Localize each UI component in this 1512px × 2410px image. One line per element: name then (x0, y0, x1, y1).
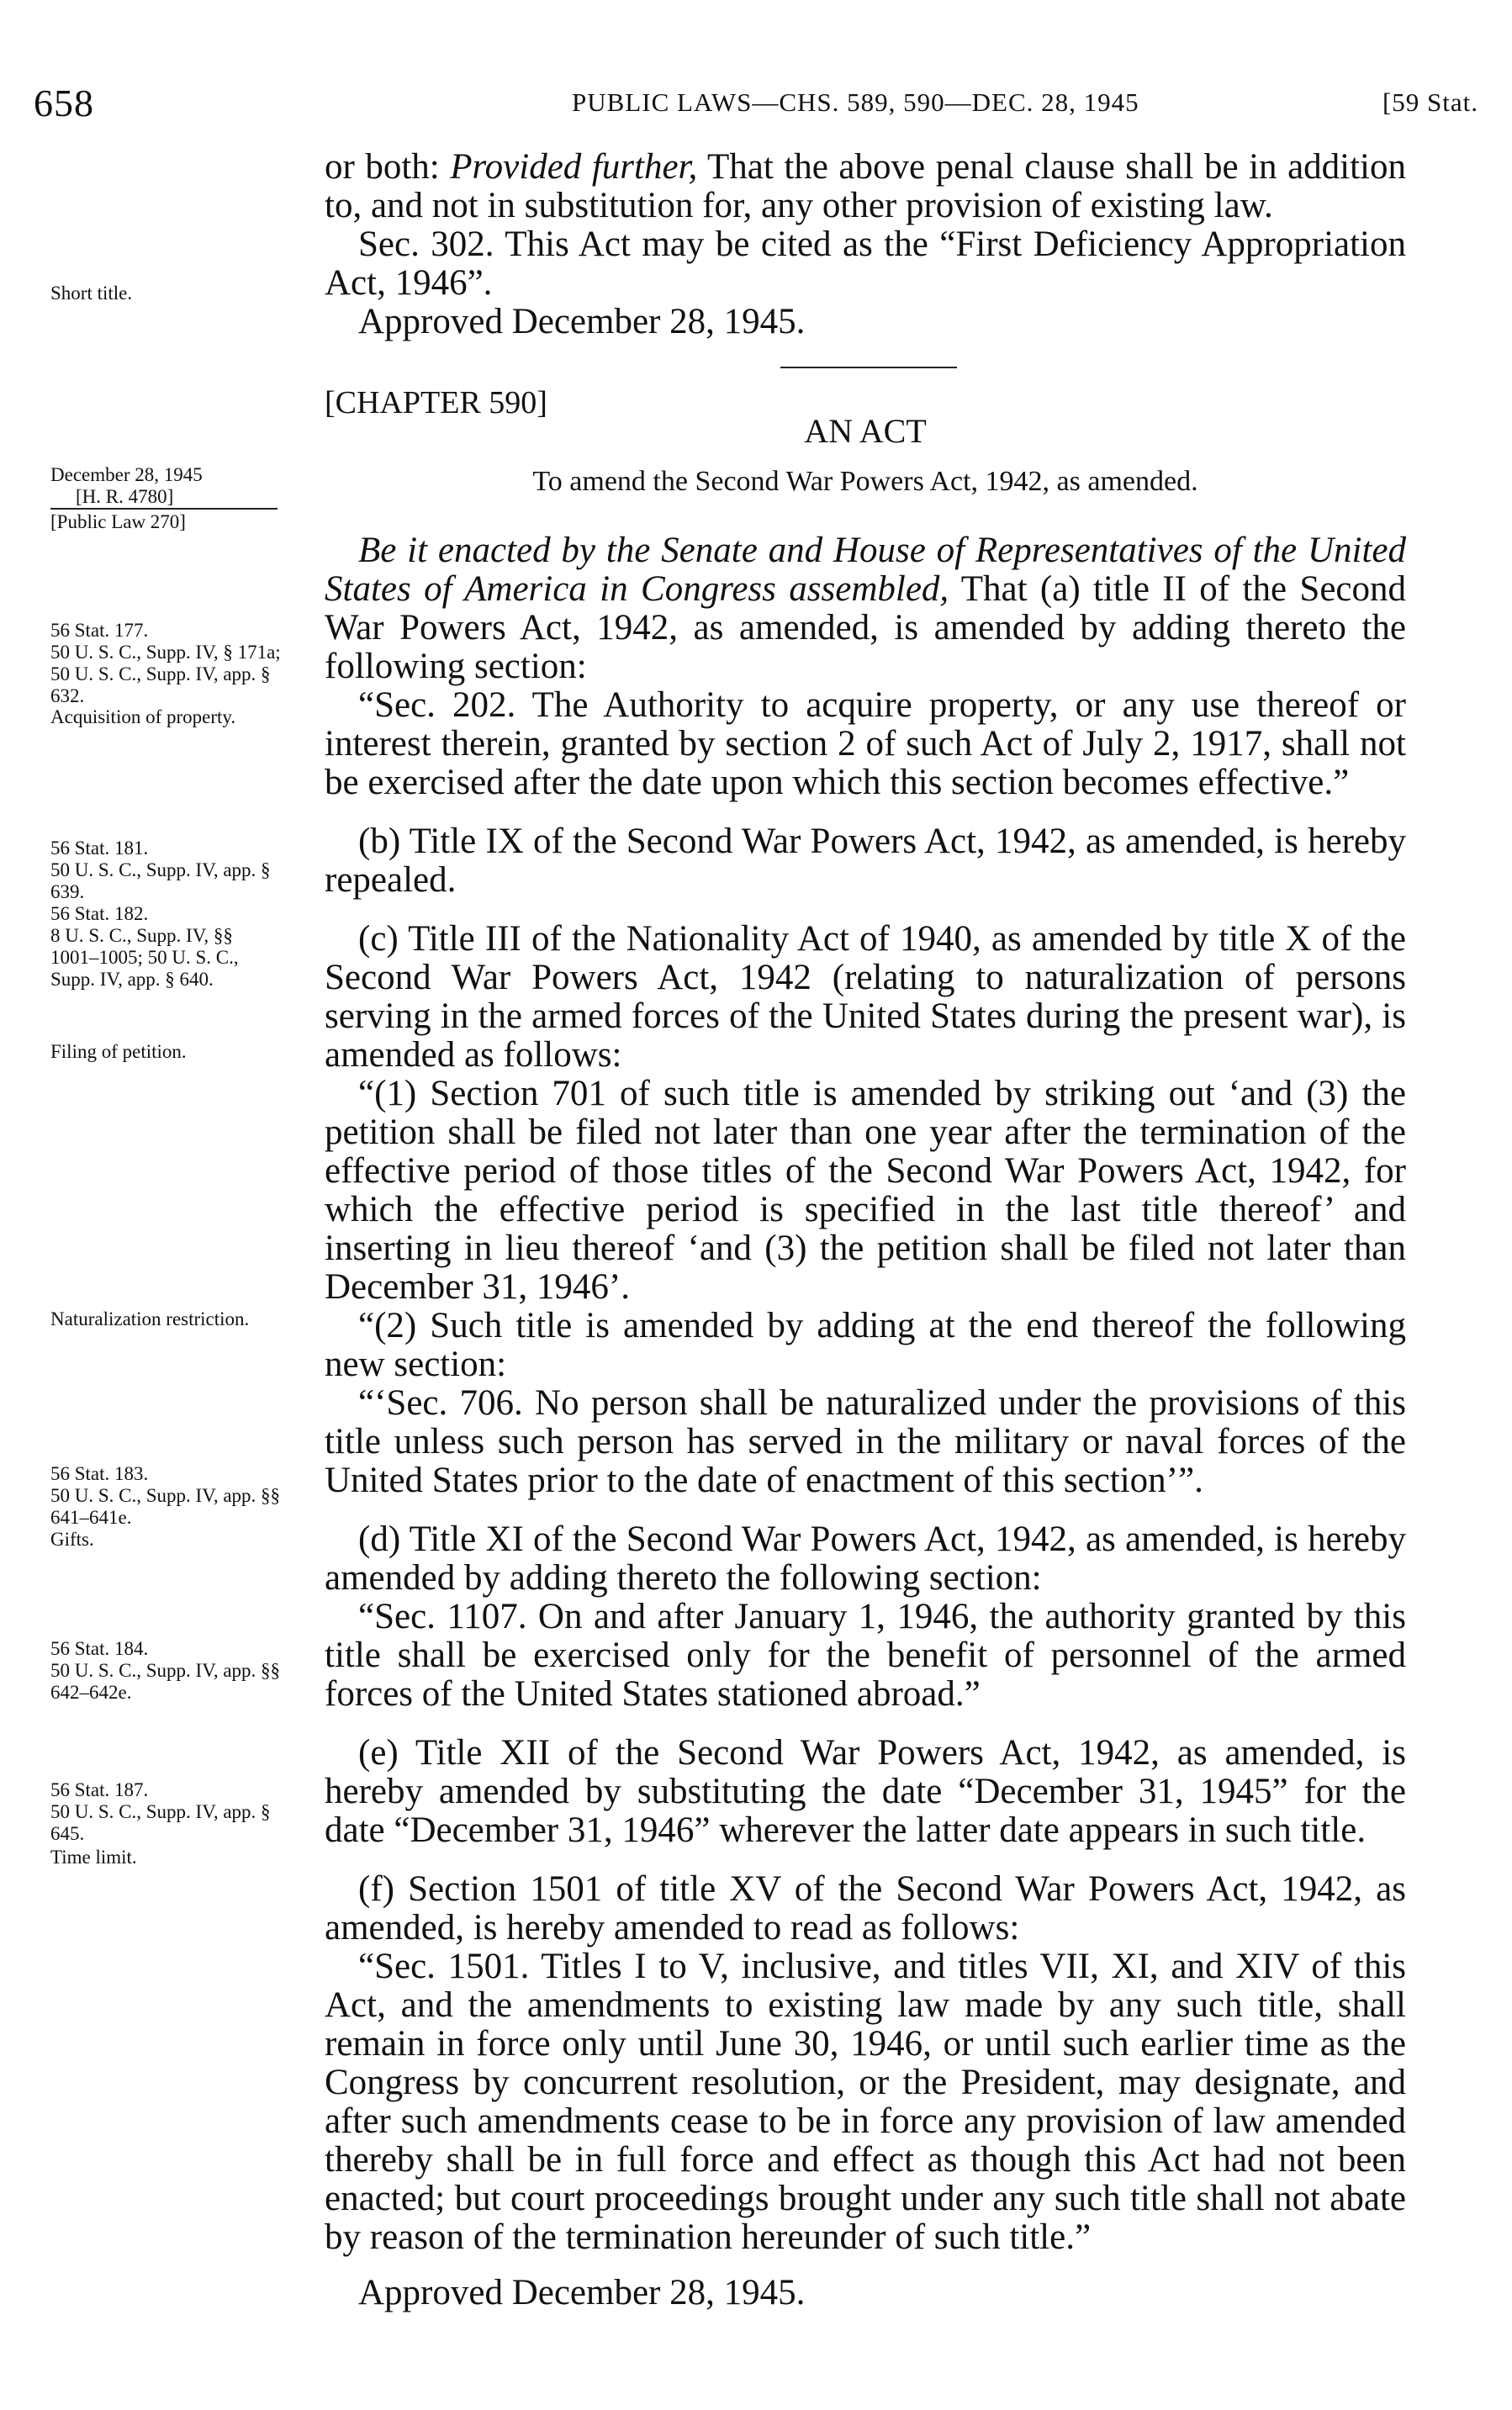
chapter-heading (325, 383, 1406, 450)
paragraph-d: (d) Title XI of the Second War Powers Act, 1942, as amended, is hereby amended by adding thereto the following section: (325, 1519, 1406, 1598)
margin-note-gifts: Gifts. (50, 1529, 94, 1550)
act-purpose: To amend the Second War Powers Act, 1942, as amended. (532, 466, 1198, 497)
page-number: 658 (34, 82, 94, 124)
statute-reference: [59 Stat. (1382, 87, 1478, 117)
approval-line-2: Approved December 28, 1945. (358, 2273, 806, 2312)
running-title: PUBLIC LAWS—CHS. 589, 590—DEC. 28, 1945 (572, 87, 1139, 117)
section-706: “‘Sec. 706. No person shall be naturalized under the provisions of this title unless such person has served in the military or naval forces of the United States prior to the date of enactment of this section’”. (325, 1383, 1406, 1500)
paragraph-c: (c) Title III of the Nationality Act of 1940, as amended by title X of the Second War Powers Act, 1942 (relating to naturalization of persons serving in the armed forces of the United States during the present war), is amended as follows: (325, 919, 1406, 1075)
chapter-number: [CHAPTER 590] (325, 385, 547, 420)
margin-note-cite-c: 56 Stat. 182. 8 U. S. C., Supp. IV, §§ 1001–1005; 50 U. S. C., Supp. IV, app. § 640. (50, 903, 239, 990)
section-302: Sec. 302. This Act may be cited as the “First Deficiency Appropriation Act, 1946”. (325, 225, 1406, 303)
margin-note-cite-b: 56 Stat. 181. 50 U. S. C., Supp. IV, app. § 639. (50, 838, 271, 902)
paragraph-e: (e) Title XII of the Second War Powers Act, 1942, as amended, is hereby amended by substituting the date “December 31, 1945” for the date “December 31, 1946” wherever the latter date appears in such title. (325, 1733, 1406, 1850)
section-1501: “Sec. 1501. Titles I to V, inclusive, and titles VII, XI, and XIV of this Act, and the amendments to existing law made by any such title, shall remain in force only until June 30, 1946, or until such earlier time as the Congress by concurrent resolution, or the President, may designate, and after such amendments cease to be in force any provision of law amended thereby shall be in full force and effect as though this Act had not been enacted; but court proceedings brought under any such title shall not abate by reason of the termination hereunder of such title.” (325, 1947, 1406, 2257)
section-1107: “Sec. 1107. On and after January 1, 1946, the authority granted by this title shall be exercised only for the benefit of personnel of the armed forces of the United States stationed abroad.” (325, 1597, 1406, 1714)
running-head (34, 81, 1478, 123)
paragraph-b: (b) Title IX of the Second War Powers Act, 1942, as amended, is hereby repealed. (325, 822, 1406, 900)
paragraph-c2: “(2) Such title is amended by adding at the end thereof the following new section: (325, 1306, 1406, 1384)
section-202: “Sec. 202. The Authority to acquire property, or any use thereof or interest therein, granted by section 2 of such Act of July 2, 1917, shall not be exercised after the date upon which this section becomes effective.” (325, 685, 1406, 802)
margin-note-cite-e: 56 Stat. 184. 50 U. S. C., Supp. IV, app. §§ 642–642e. (50, 1638, 281, 1703)
an-act-heading: AN ACT (804, 412, 927, 450)
margin-note-bill: [H. R. 4780] (76, 486, 174, 507)
margin-note-short-title: Short title. (50, 283, 133, 304)
margin-note-public-law: [Public Law 270] (50, 511, 186, 532)
margin-note-acquisition: Acquisition of property. (50, 706, 236, 727)
separator-rule (780, 367, 957, 368)
margin-note-cite-f: 56 Stat. 187. 50 U. S. C., Supp. IV, app. § 645. (50, 1779, 271, 1844)
continuation-paragraph: or both: Provided further, That the above penal clause shall be in addition to, and not in substitution for, any other provision of existing law. (325, 147, 1406, 225)
margin-note-time-limit: Time limit. (50, 1847, 137, 1868)
approval-line-1: Approved December 28, 1945. (358, 302, 806, 341)
statute-text (325, 148, 1406, 2312)
margin-note-cite-a: 56 Stat. 177. 50 U. S. C., Supp. IV, § 171a; 50 U. S. C., Supp. IV, app. § 632. (50, 620, 281, 706)
paragraph-f: (f) Section 1501 of title XV of the Second War Powers Act, 1942, as amended, is hereby amended to read as follows: (325, 1869, 1406, 1948)
margin-note-naturalization: Naturalization restriction. (50, 1308, 250, 1329)
margin-note-cite-d: 56 Stat. 183. 50 U. S. C., Supp. IV, app. §§ 641–641e. (50, 1463, 281, 1528)
enacting-clause: Be it enacted by the Senate and House of Representatives of the United States of America in Congress assembled, That (a) title II of the Second War Powers Act, 1942, as amended, is amended by adding thereto the following section: (325, 531, 1406, 686)
margin-note-date: December 28, 1945 (50, 464, 203, 485)
paragraph-c1: “(1) Section 701 of such title is amended by striking out ‘and (3) the petition shall be filed not later than one year after the termination of the effective period of those titles of the Second War Powers Act, 1942, for which the effective period is specified in the last title thereof’ and inserting in lieu thereof ‘and (3) the petition shall be filed not later than December 31, 1946’. (325, 1074, 1406, 1307)
margin-note-rule (50, 505, 281, 510)
margin-note-filing: Filing of petition. (50, 1041, 187, 1062)
